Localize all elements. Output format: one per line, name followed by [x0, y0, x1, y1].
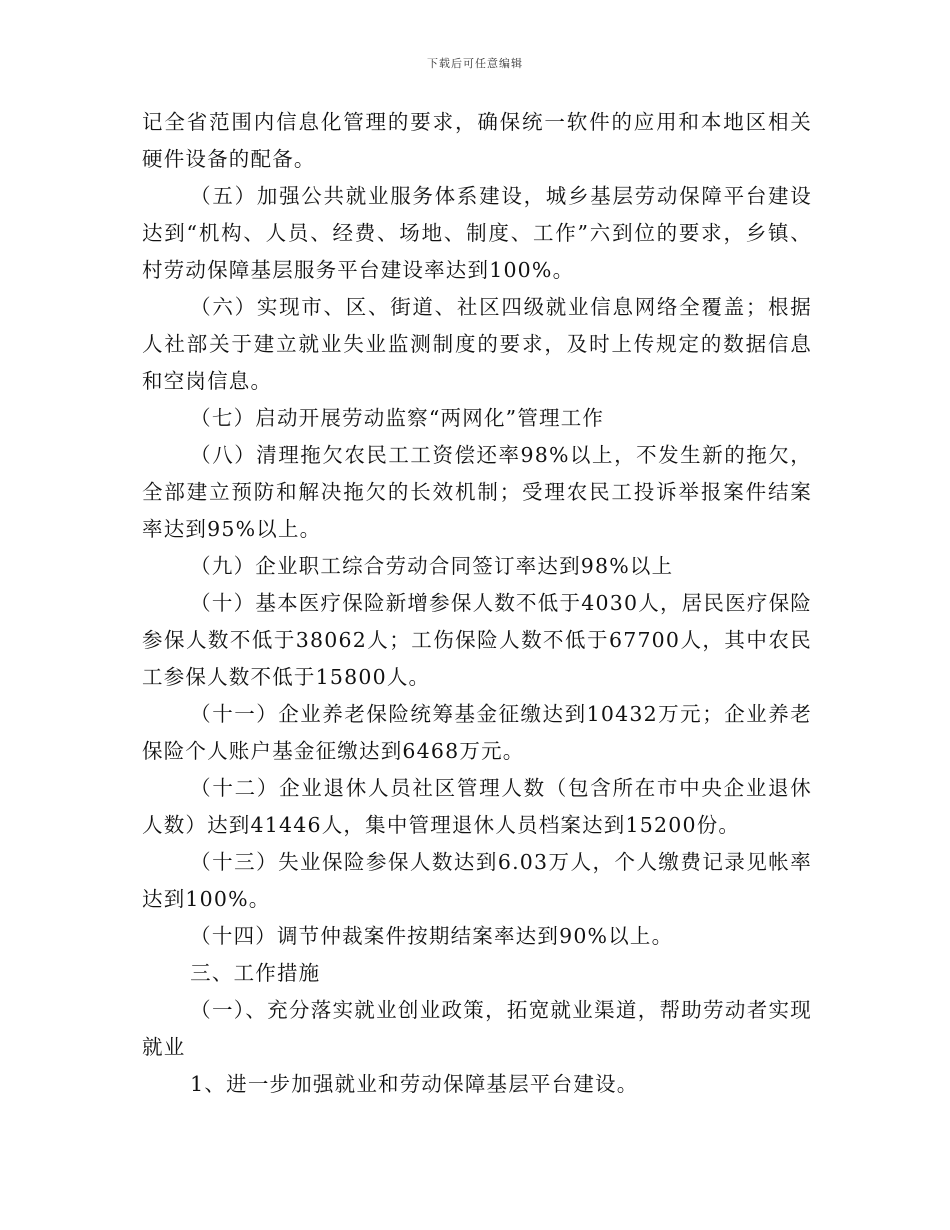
paragraph-3: （六）实现市、区、街道、社区四级就业信息网络全覆盖；根据人社部关于建立就业失业监测制度的要求，及时上传规定的数据信息和空岗信息。 [142, 295, 812, 393]
paragraph-5: （八）清理拖欠农民工工资偿还率98%以上，不发生新的拖欠，全部建立预防和解决拖欠的长效机制；受理农民工投诉举报案件结案率达到95%以上。 [142, 443, 812, 541]
paragraph-4: （七）启动开展劳动监察“两网化”管理工作 [190, 406, 605, 430]
paragraph-1: 记全省范围内信息化管理的要求，确保统一软件的应用和本地区相关硬件设备的配备。 [142, 110, 812, 171]
paragraph-11: （十四）调节仲裁案件按期结案率达到90%以上。 [190, 924, 674, 948]
paragraph-13: （一）、充分落实就业创业政策，拓宽就业渠道，帮助劳动者实现就业 [142, 998, 812, 1059]
paragraph-6: （九）企业职工综合劳动合同签订率达到98%以上 [190, 554, 674, 578]
paragraph-14: 1、进一步加强就业和劳动保障基层平台建设。 [190, 1072, 639, 1096]
paragraph-10: （十三）失业保险参保人数达到6.03万人，个人缴费记录见帐率达到100%。 [142, 850, 812, 911]
page-header: 下载后可任意编辑 [427, 57, 523, 70]
section-heading: 三、工作措施 [190, 961, 321, 985]
paragraph-9: （十二）企业退休人员社区管理人数（包含所在市中央企业退休人数）达到41446人，集中管理退休人员档案达到15200份。 [142, 776, 812, 837]
paragraph-2: （五）加强公共就业服务体系建设，城乡基层劳动保障平台建设达到“机构、人员、经费、场地、制度、工作”六到位的要求，乡镇、村劳动保障基层服务平台建设率达到100%。 [142, 184, 812, 282]
document-body [142, 104, 812, 1103]
paragraph-7: （十）基本医疗保险新增参保人数不低于4030人，居民医疗保险参保人数不低于38062人；工伤保险人数不低于67700人，其中农民工参保人数不低于15800人。 [142, 591, 812, 689]
paragraph-8: （十一）企业养老保险统筹基金征缴达到10432万元；企业养老保险个人账户基金征缴达到6468万元。 [142, 702, 812, 763]
